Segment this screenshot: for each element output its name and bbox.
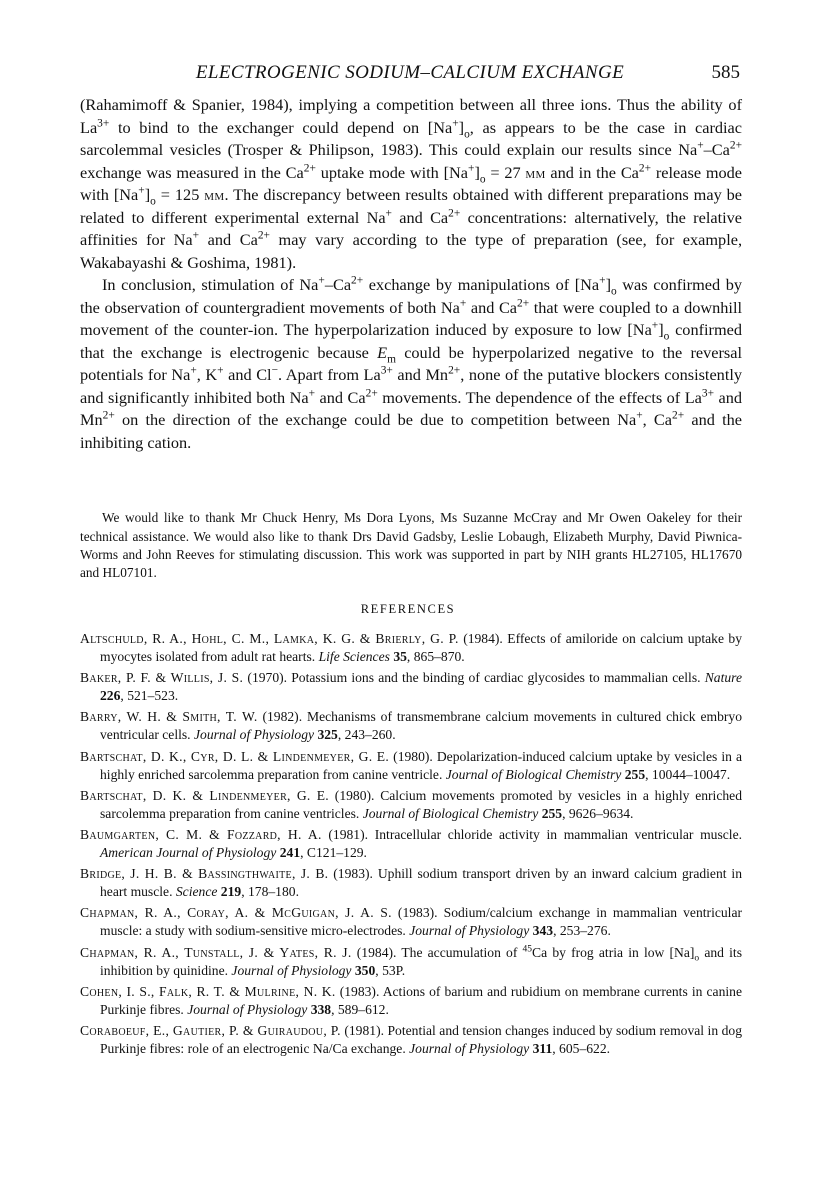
reference-pages: , 243–260. [337, 727, 396, 743]
reference-title: Sodium/calcium exchange in mammalian ventricular muscle: a study with sodium-sensitive micro-electrodes. [100, 905, 743, 939]
page-number: 585 [711, 62, 740, 83]
reference-journal: Journal of Physiology [409, 1040, 530, 1056]
reference-pages: , 10044–10047. [645, 766, 731, 782]
reference-volume: 241 [279, 845, 301, 861]
reference-pages: , 9626–9634. [562, 805, 634, 821]
reference-authors: Barry, W. H. & Smith, T. W. [80, 709, 258, 725]
reference-authors: Bartschat, D. K. & Lindenmeyer, G. E. [80, 787, 330, 803]
page-header [80, 62, 740, 86]
reference-year: (1982). [257, 709, 308, 725]
reference-journal: Journal of Physiology [409, 923, 530, 939]
reference-item [80, 630, 742, 666]
reference-authors: Cohen, I. S., Falk, R. T. & Mulrine, N. K. [80, 983, 336, 999]
reference-year: (1983). [335, 983, 383, 999]
reference-item [80, 1022, 742, 1058]
reference-volume: 311 [532, 1040, 553, 1056]
reference-item [80, 787, 742, 823]
reference-authors: Coraboeuf, E., Gautier, P. & Guiraudou, P. [80, 1022, 341, 1038]
reference-volume: 343 [532, 923, 554, 939]
discussion-paragraph: (Rahamimoff & Spanier, 1984), implying a competition between all three ions. Thus the ability of $La^{3+}$ to bind to the exchanger could depend on $[Na^+]_o$, as appears to be the case in cardiac sarcolemmal vesicles (Trosper & Philipson, 1983). This could explain our results since $Na^+-Ca^{2+}$ exchange was measured in the $Ca^{2+}$ uptake mode with $[Na^+]_o = 27$ mm and in the $Ca^{2+}$ release mode with $[Na^+]_o = 125$ mm. The discrepancy between results obtained with different preparations may be related to different experimental external Na+ and $Ca^{2+}$ concentrations: alternatively, the relative affinities for Na+ and $Ca^{2+}$ may vary according to the type of preparation (see, for example, Wakabayashi & Goshima, 1981). [80, 95, 743, 272]
reference-year: (1984). [458, 631, 508, 646]
reference-item [80, 826, 742, 862]
reference-title: Calcium movements promoted by vesicles in a highly enriched sarcolemma preparation from canine ventricles. [100, 787, 742, 821]
reference-title: Depolarization-induced calcium uptake by vesicles in a highly enriched sarcolemma preparation from canine ventricle. [100, 748, 742, 782]
reference-authors: Bridge, J. H. B. & Bassingthwaite, J. B. [80, 866, 329, 882]
reference-journal: American Journal of Physiology [100, 845, 277, 861]
reference-journal: Science [175, 884, 218, 900]
reference-authors: Altschuld, R. A., Hohl, C. M., Lamka, K. G. & Brierly, G. P. [80, 631, 459, 646]
reference-journal: Journal of Physiology [231, 962, 352, 978]
reference-authors: Bartschat, D. K., Cyr, D. L. & Lindenmeyer, G. E. [80, 748, 390, 764]
reference-item [80, 865, 742, 901]
body-text [80, 94, 742, 454]
reference-pages: , C121–129. [300, 845, 367, 861]
reference-journal: Journal of Physiology [187, 1001, 308, 1017]
reference-volume: 35 [393, 649, 407, 665]
reference-title: The accumulation of $^{45}$Ca by frog atria in low $[Na]_o$ and its inhibition by quinidine. [100, 943, 742, 978]
reference-volume: 226 [100, 688, 121, 704]
reference-volume: 350 [354, 962, 376, 978]
reference-pages: , 253–276. [553, 923, 611, 939]
reference-title: Actions of barium and rubidium on membrane currents in canine Purkinje fibres. [100, 983, 742, 1017]
reference-year: (1981). [321, 826, 375, 842]
reference-pages: , 589–612. [331, 1001, 389, 1017]
reference-authors: Baker, P. F. & Willis, J. S. [80, 670, 244, 686]
reference-volume: 338 [310, 1001, 332, 1017]
reference-authors: Chapman, R. A., Tunstall, J. & Yates, R. J. [80, 944, 352, 960]
reference-year: (1983). [328, 866, 378, 882]
reference-volume: 255 [541, 805, 563, 821]
reference-year: (1984). [351, 944, 402, 960]
reference-journal: Journal of Biological Chemistry [362, 805, 539, 821]
reference-title: Potential and tension changes induced by sodium removal in dog Purkinje fibres: role of an electrogenic Na/Ca exchange. [100, 1022, 743, 1056]
reference-journal: Life Sciences [318, 649, 390, 665]
reference-item [80, 669, 742, 705]
reference-item [80, 708, 742, 744]
reference-volume: 325 [317, 727, 338, 743]
reference-authors: Baumgarten, C. M. & Fozzard, H. A. [80, 826, 322, 842]
reference-pages: , 605–622. [552, 1040, 611, 1056]
reference-item [80, 983, 742, 1019]
reference-pages: , 521–523. [120, 688, 179, 704]
reference-list [80, 630, 742, 1061]
reference-year: (1980). [329, 787, 381, 803]
reference-title: Intracellular chloride activity in mammalian ventricular muscle. [374, 826, 743, 842]
reference-year: (1981). [340, 1022, 388, 1038]
reference-year: (1980). [389, 748, 437, 764]
reference-item [80, 904, 742, 940]
acknowledgements: We would like to thank Mr Chuck Henry, Ms Dora Lyons, Ms Suzanne McCray and Mr Owen Oakeley for their technical assistance. We would also like to thank Drs David Gadsby, Leslie Lobaugh, Elizabeth Murphy, David Piwnica-Worms and John Reeves for stimulating discussion. This work was supported in part by NIH grants HL27105, HL17670 and HL07101. [80, 510, 742, 580]
reference-year: (1983). [391, 905, 444, 921]
reference-journal: Nature [704, 670, 742, 686]
reference-item [80, 944, 742, 980]
reference-title: Uphill sodium transport driven by an inward calcium gradient in heart muscle. [100, 866, 743, 900]
reference-item [80, 748, 742, 784]
reference-journal: Journal of Physiology [193, 727, 315, 743]
reference-volume: 255 [624, 766, 646, 782]
reference-year: (1970). [243, 670, 292, 686]
reference-pages: , 178–180. [241, 884, 299, 900]
reference-volume: 219 [220, 884, 242, 900]
reference-title: Mechanisms of transmembrane calcium movements in cultured chick embryo ventricular cells. [100, 709, 742, 743]
reference-title: Potassium ions and the binding of cardiac glycosides to mammalian cells. [291, 670, 705, 686]
reference-pages: , 53P. [375, 962, 406, 978]
references-heading: REFERENCES [360, 602, 456, 616]
reference-authors: Chapman, R. A., Coray, A. & McGuigan, J. A. S. [80, 905, 392, 921]
reference-pages: , 865–870. [406, 649, 465, 665]
reference-title: Effects of amiloride on calcium uptake by myocytes isolated from adult rat hearts. [100, 631, 743, 665]
reference-journal: Journal of Biological Chemistry [445, 766, 622, 782]
conclusion-paragraph: In conclusion, stimulation of $Na^+-Ca^{2+}$ exchange by manipulations of $[Na^+]_o$ was confirmed by the observation of countergradient movements of both Na+ and $Ca^{2+}$ that were coupled to a downhill movement of the counter-ion. The hyperpolarization induced by exposure to low $[Na^+]_o$ confirmed that the exchange is electrogenic because $E_m$ could be hyperpolarized negative to the reversal potentials for Na+, K+ and Cl−. Apart from $La^{3+}$ and $Mn^{2+}$, none of the putative blockers consistently and significantly inhibited both Na+ and $Ca^{2+}$ movements. The dependence of the effects of $La^{3+}$ and $Mn^{2+}$ on the direction of the exchange could be due to competition between Na+, $Ca^{2+}$ and the inhibiting cation. [80, 274, 743, 452]
running-title: ELECTROGENIC SODIUM–CALCIUM EXCHANGE [195, 62, 625, 83]
